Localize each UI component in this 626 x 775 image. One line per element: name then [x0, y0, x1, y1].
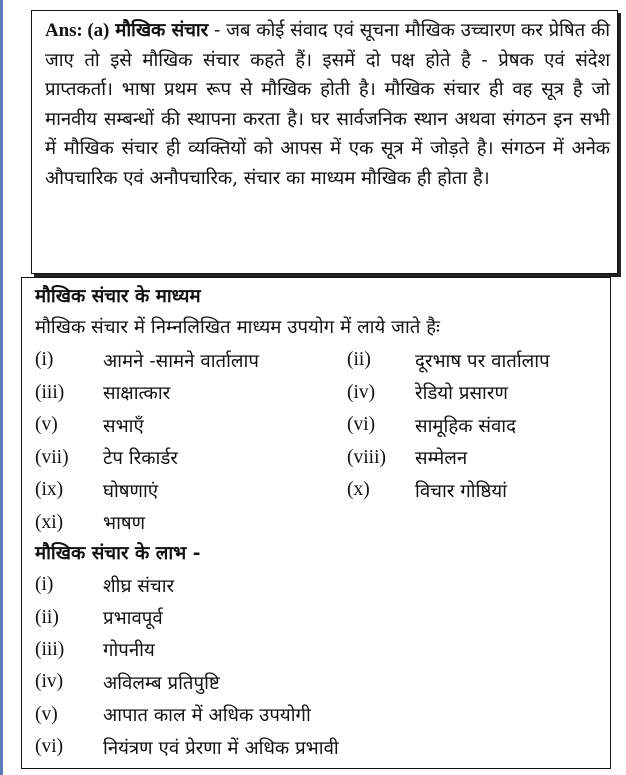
- benefit-item: [35, 666, 604, 698]
- item-number: (ii): [347, 349, 371, 371]
- item-number: (vi): [35, 736, 64, 758]
- item-text: गोपनीय: [103, 640, 155, 662]
- details-box: [21, 277, 611, 769]
- item-text: टेप रिकार्डर: [103, 448, 178, 470]
- benefit-item: [35, 601, 604, 633]
- page-edge-line: [0, 0, 3, 775]
- item-text: सामूहिक संवाद: [415, 415, 516, 437]
- media-item: [347, 442, 607, 475]
- media-item: [347, 344, 607, 377]
- item-number: (vii): [35, 446, 69, 468]
- item-text: भाषण: [103, 513, 146, 535]
- answer-label: Ans: (a): [45, 20, 110, 41]
- media-item: [347, 474, 607, 507]
- item-number: (xi): [35, 511, 64, 533]
- item-text: साक्षात्कार: [103, 383, 171, 405]
- item-number: (ix): [35, 479, 64, 501]
- media-item: [35, 507, 347, 540]
- benefits-heading: मौखिक संचार के लाभ -: [35, 543, 201, 564]
- answer-paragraph: [45, 16, 610, 194]
- media-item: [35, 409, 347, 442]
- item-number: (i): [35, 574, 54, 596]
- item-text: नियंत्रण एवं प्रेरणा में अधिक प्रभावी: [103, 737, 339, 759]
- item-text: घोषणाएं: [103, 480, 159, 502]
- item-number: (v): [35, 414, 58, 436]
- item-number: (ii): [35, 606, 59, 628]
- item-text: सम्मेलन: [415, 448, 468, 470]
- media-item: [347, 409, 607, 442]
- item-text: आपात काल में अधिक उपयोगी: [103, 705, 311, 727]
- answer-box: [31, 10, 618, 274]
- item-text: विचार गोष्ठियां: [415, 480, 507, 502]
- media-item: [35, 344, 347, 377]
- answer-body: - जब कोई संवाद एवं सूचना मौखिक उच्चारण कर प्रेषित की जाए तो इसे मौखिक संचार कहते हैं। इसमें दो पक्ष होते है - प्रेषक एवं संदेश प्राप्तकर्ता। भाषा प्रथम रूप से मौखिक होती है। मौखिक संचार ही वह सूत्र है जो मानवीय सम्बन्धों की स्थापना करता है। घर सार्वजनिक स्थान अथवा संगठन इन सभी में मौखिक संचार ही व्यक्तियों को आपस में एक सूत्र में जोड़ते है। संगठन में अनेक औपचारिक एवं अनौपचारिक, संचार का माध्यम मौखिक ही होता है।: [45, 20, 610, 189]
- item-text: दूरभाष पर वार्तालाप: [415, 350, 550, 372]
- item-text: शीघ्र संचार: [103, 575, 175, 597]
- benefit-item: [35, 569, 604, 601]
- media-item: [35, 377, 347, 410]
- item-number: (iv): [35, 671, 64, 693]
- benefit-item: [35, 634, 604, 666]
- item-number: (viii): [347, 446, 386, 468]
- item-number: (v): [35, 703, 58, 725]
- media-item: [347, 377, 607, 410]
- media-item: [35, 442, 347, 475]
- media-heading: मौखिक संचार के माध्यम: [35, 286, 201, 307]
- benefits-list: [35, 569, 604, 763]
- item-text: अविलम्ब प्रतिपुष्टि: [103, 672, 220, 694]
- item-number: (iv): [347, 381, 376, 403]
- item-text: आमने -सामने वार्तालाप: [103, 350, 259, 372]
- media-list: [35, 344, 604, 539]
- media-item: [35, 474, 347, 507]
- item-number: (vi): [347, 414, 376, 436]
- benefit-item: [35, 731, 604, 763]
- item-number: (iii): [35, 638, 65, 660]
- answer-term: मौखिक संचार: [115, 20, 209, 41]
- media-intro: मौखिक संचार में निम्नलिखित माध्यम उपयोग में लाये जाते हैः: [35, 317, 440, 338]
- item-text: रेडियो प्रसारण: [415, 383, 508, 405]
- item-text: प्रभावपूर्व: [103, 608, 163, 630]
- item-number: (iii): [35, 381, 65, 403]
- benefit-item: [35, 699, 604, 731]
- item-text: सभाएँ: [103, 415, 144, 437]
- item-number: (i): [35, 349, 54, 371]
- item-number: (x): [347, 479, 370, 501]
